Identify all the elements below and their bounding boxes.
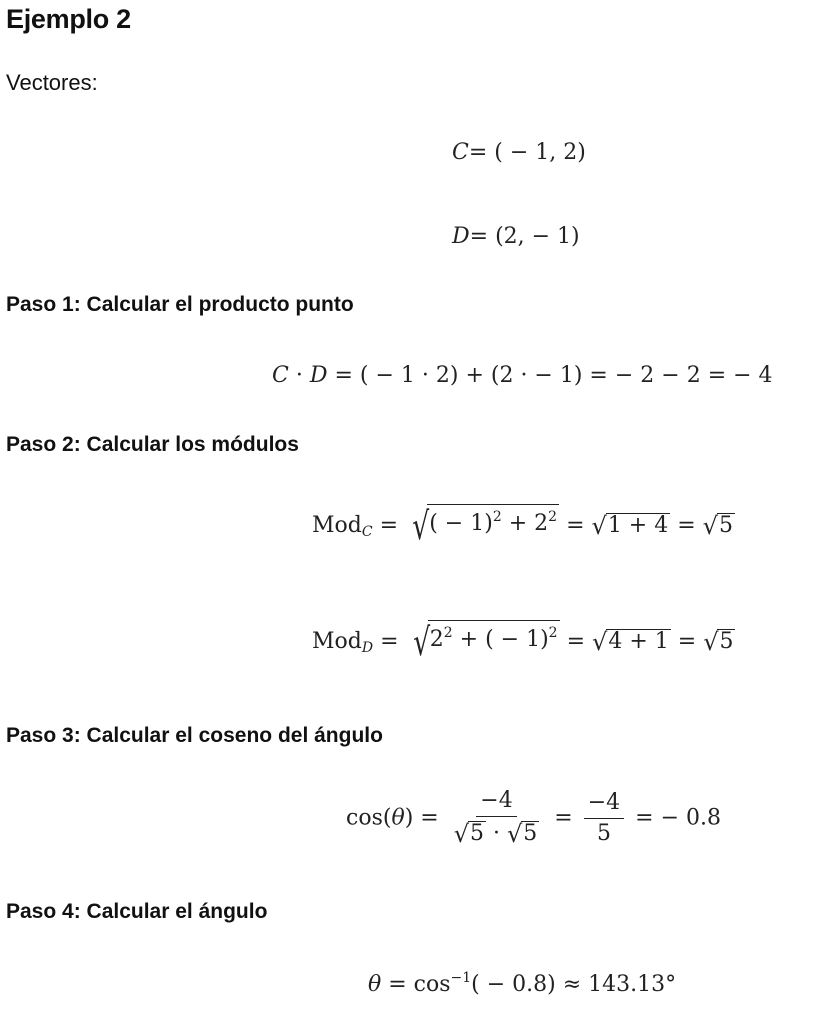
modulus-d-equation [312,620,735,664]
radical-sign-icon: √ [591,512,607,540]
mod-c-result-radical [703,513,735,539]
vector-d-equation [452,226,580,248]
dot-product-equation [272,365,773,387]
modulus-c-equation [312,504,735,548]
dot-d-symbol: D [309,363,328,388]
radical-sign-icon: √ [412,620,430,664]
mod-d-radical [406,620,560,664]
step-2-heading: Paso 2: Calcular los módulos [6,433,299,456]
mod-d-label: Mod [312,629,362,654]
cosine-equation [346,790,721,847]
angle-inverse-exp: −1 [450,970,472,986]
mod-d-subscript: D [361,640,374,656]
mod-d-term-1: 2 [429,627,444,652]
vector-d-value: = (2, − 1) [469,224,580,249]
radical-sign-icon: √ [507,820,523,848]
page-title: Ejemplo 2 [6,4,131,34]
cosine-fraction-2 [584,792,624,845]
dot-c-symbol: C [272,363,289,388]
step-1-heading: Paso 1: Calcular el producto punto [6,293,354,316]
cos-label: cos( [346,805,392,831]
mod-d-sum-radical [592,629,671,655]
radical-sign-icon: √ [702,512,718,540]
dot-product-result: = ( − 1 · 2) + (2 · − 1) = − 2 − 2 = − 4 [327,363,773,388]
intro-text: Vectores: [6,70,98,95]
mod-d-eq-2: = [566,629,593,654]
step-3-heading: Paso 3: Calcular el coseno del ángulo [6,724,383,747]
radical-sign-icon: √ [412,504,430,548]
radical-sign-icon: √ [453,820,470,848]
radical-sign-icon: √ [703,628,719,656]
mod-d-exp-1: 2 [443,625,453,641]
cosine-result: = − 0.8 [635,805,722,831]
mod-d-eq: = [373,629,406,654]
cos-eq: ) = [404,805,446,831]
fraction-1-numerator: −4 [476,790,516,817]
mod-c-subscript: C [361,524,373,540]
mod-c-term-2: + 2 [501,511,549,536]
vector-c-value: = ( − 1, 2) [468,140,586,165]
mod-c-eq-3: = [677,513,703,538]
vector-c-symbol: C [452,140,469,165]
fraction-2-denominator: 5 [596,821,611,846]
mod-c-sum-radical [592,513,671,539]
angle-theta-symbol: θ [368,972,382,997]
vector-c-equation [452,142,586,164]
step-4-heading: Paso 4: Calcular el ángulo [6,900,268,923]
mod-c-eq-2: = [566,513,592,538]
angle-cos-label: = cos [381,972,451,997]
dot-operator: · [288,363,310,388]
mod-c-eq: = [372,513,405,538]
mod-c-result: 5 [718,513,733,538]
angle-result: ( − 0.8) ≈ 143.13° [471,972,677,997]
fraction-2-numerator: −4 [584,792,624,819]
mod-c-radical [405,504,559,548]
mod-d-result: 5 [719,629,734,654]
mod-d-term-2: + ( − 1) [452,627,549,652]
mod-d-result-radical [703,629,735,655]
mod-c-term-1: ( − 1) [429,511,493,536]
mod-c-exp-1: 2 [492,509,502,525]
mod-c-sum: 1 + 4 [607,513,669,538]
cosine-fraction-1 [450,790,544,847]
theta-symbol: θ [391,805,405,831]
radical-sign-icon: √ [592,628,608,656]
fraction-1-denominator: √ 5 · √ 5 [453,820,538,848]
angle-equation [368,970,677,997]
vector-d-symbol: D [452,224,470,249]
mod-d-exp-2: 2 [548,625,558,641]
cos-eq-2: = [554,805,580,831]
mod-d-eq-3: = [677,629,704,654]
mod-d-sum: 4 + 1 [608,629,669,654]
mod-c-label: Mod [312,513,362,538]
mod-c-exp-2: 2 [548,509,558,525]
